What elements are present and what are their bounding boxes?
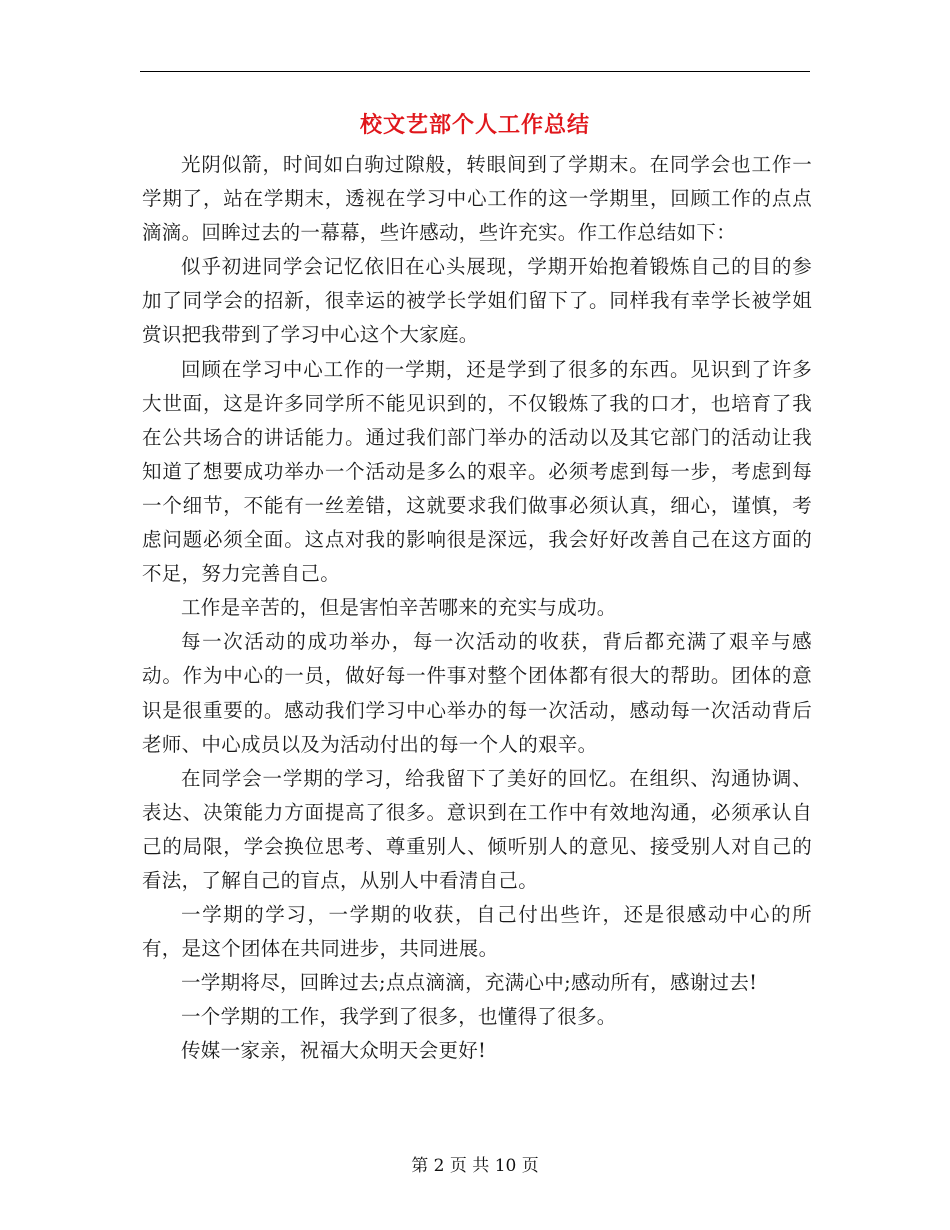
- page-number-footer: 第 2 页 共 10 页: [411, 1156, 539, 1176]
- paragraph: 光阴似箭，时间如白驹过隙般，转眼间到了学期末。在同学会也工作一学期了，站在学期末，透视在学习中心工作的这一学期里，回顾工作的点点滴滴。回眸过去的一幕幕，些许感动，些许充实。作工作总结如下：: [142, 153, 812, 245]
- paragraph: 一学期将尽，回眸过去;点点滴滴，充满心中;感动所有，感谢过去!: [181, 971, 758, 995]
- paragraph: 一个学期的工作，我学到了很多，也懂得了很多。: [181, 1005, 617, 1029]
- document-body: [142, 148, 812, 1069]
- paragraph: 一学期的学习，一学期的收获，自己付出些许，还是很感动中心的所有，是这个团体在共同进步，共同进展。: [142, 903, 812, 961]
- paragraph: 回顾在学习中心工作的一学期，还是学到了很多的东西。见识到了许多大世面，这是许多同学所不能见识到的，不仅锻炼了我的口才，也培育了我在公共场合的讲话能力。通过我们部门举办的活动以及其它部门的活动让我知道了想要成功举办一个活动是多么的艰辛。必须考虑到每一步，考虑到每一个细节，不能有一丝差错，这就要求我们做事必须认真，细心，谨慎，考虑问题必须全面。这点对我的影响很是深远，我会好好改善自己在这方面的不足，努力完善自己。: [142, 357, 812, 586]
- paragraph: 在同学会一学期的学习，给我留下了美好的回忆。在组织、沟通协调、表达、决策能力方面提高了很多。意识到在工作中有效地沟通，必须承认自己的局限，学会换位思考、尊重别人、倾听别人的意见、接受别人对自己的看法，了解自己的盲点，从别人中看清自己。: [142, 766, 812, 892]
- paragraph: 似乎初进同学会记忆依旧在心头展现，学期开始抱着锻炼自己的目的参加了同学会的招新，很幸运的被学长学姐们留下了。同样我有幸学长被学姐赏识把我带到了学习中心这个大家庭。: [142, 255, 812, 347]
- header-rule: [140, 71, 810, 72]
- document-title: 校文艺部个人工作总结: [359, 112, 590, 138]
- paragraph: 每一次活动的成功举办，每一次活动的收获，背后都充满了艰辛与感动。作为中心的一员，做好每一件事对整个团体都有很大的帮助。团体的意识是很重要的。感动我们学习中心举办的每一次活动，感动每一次活动背后老师、中心成员以及为活动付出的每一个人的艰辛。: [142, 630, 812, 756]
- paragraph: 传媒一家亲，祝福大众明天会更好!: [181, 1039, 487, 1063]
- paragraph: 工作是辛苦的，但是害怕辛苦哪来的充实与成功。: [181, 596, 617, 620]
